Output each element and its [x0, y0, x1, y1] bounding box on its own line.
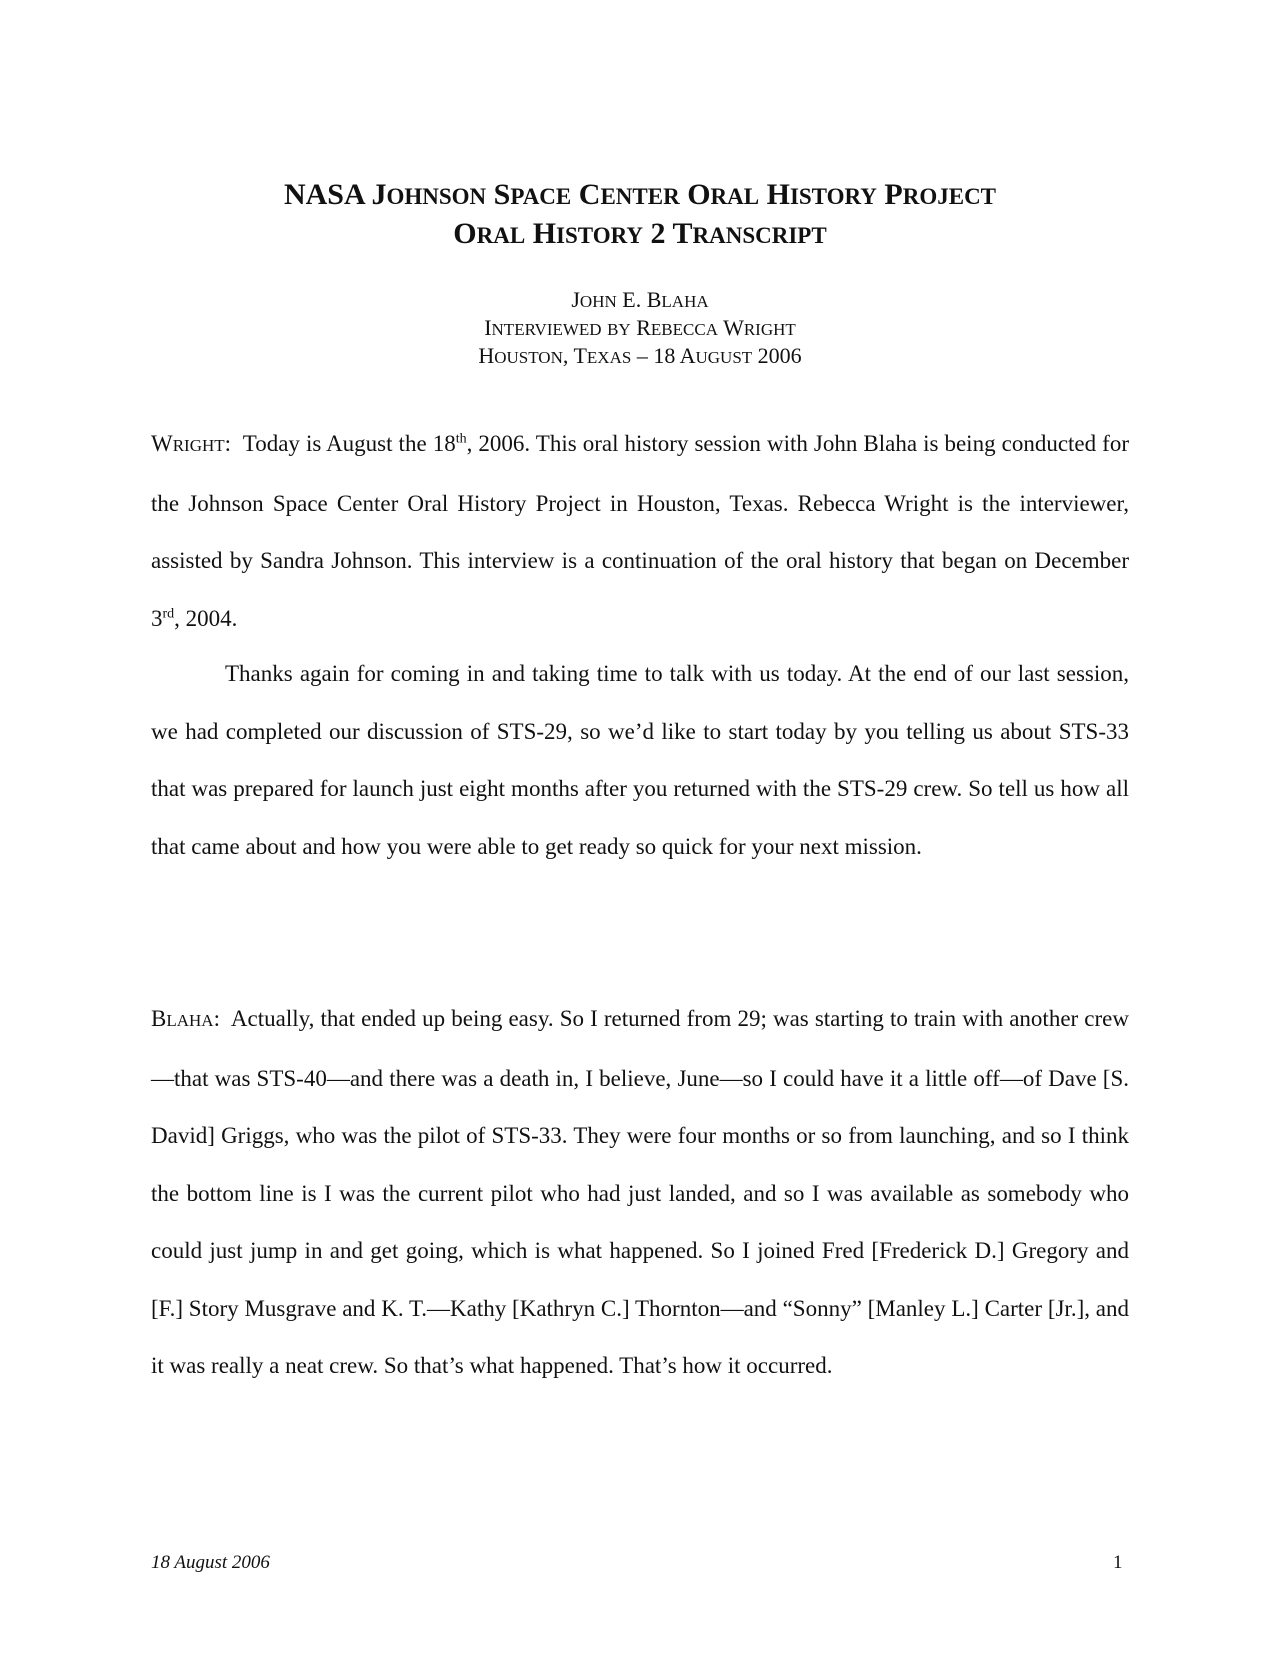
- subtitle-punct: ,: [562, 343, 569, 368]
- paragraph-text: , 2004.: [174, 605, 238, 631]
- speaker-rest: LAHA: [166, 1011, 214, 1030]
- subtitle-word: J: [571, 287, 580, 312]
- location-date-line: [0, 342, 1280, 372]
- subtitle-word: BY: [607, 320, 631, 339]
- subtitle-word: RIGHT: [743, 320, 796, 339]
- interviewer-line: [0, 314, 1280, 344]
- subtitle-word: E.: [622, 287, 642, 312]
- subtitle-word: B: [646, 287, 662, 312]
- title-word: S: [493, 178, 511, 211]
- subtitle-word: H: [478, 343, 495, 368]
- subtitle-word: EBECCA: [650, 320, 718, 339]
- title-word: J: [371, 178, 387, 211]
- document-title-line-2: [0, 215, 1280, 255]
- subtitle-punct: –: [636, 343, 648, 368]
- title-word: ISTORY: [556, 223, 644, 248]
- ordinal-suffix: rd: [162, 605, 175, 621]
- title-word: O: [687, 178, 711, 211]
- title-word: PACE: [510, 184, 572, 209]
- subtitle-word: 2006: [757, 343, 802, 368]
- subtitle-word: NTERVIEWED: [491, 320, 602, 339]
- subtitle-word: UGUST: [695, 348, 753, 367]
- title-word: RAL: [710, 184, 760, 209]
- footer-date: 18 August 2006: [151, 1552, 270, 1573]
- title-word: C: [578, 178, 601, 211]
- title-word: H: [766, 178, 790, 211]
- title-word: ENTER: [600, 184, 680, 209]
- interviewee-name: [0, 286, 1280, 316]
- title-word: T: [672, 217, 693, 250]
- paragraph-blaha-answer: [151, 990, 1129, 1395]
- subtitle-word: R: [636, 315, 651, 340]
- title-word: OHNSON: [386, 184, 487, 209]
- title-word: O: [453, 217, 477, 250]
- speaker-rest: RIGHT: [172, 436, 225, 455]
- subtitle-word: I: [484, 315, 492, 340]
- subtitle-word: OHN: [579, 292, 617, 311]
- title-word: 2: [650, 217, 666, 250]
- paragraph-wright-intro: [151, 415, 1129, 647]
- speaker-label-wright: [151, 431, 231, 456]
- subtitle-word: T: [573, 343, 587, 368]
- page-number: 1: [1113, 1552, 1123, 1573]
- title-word: RAL: [476, 223, 526, 248]
- paragraph-text: Today is August the 18: [242, 431, 456, 456]
- subtitle-word: OUSTON: [494, 348, 563, 367]
- title-word: ISTORY: [789, 184, 877, 209]
- paragraph-text: , 2006. This oral history session with John Blaha is being conducted for the Johnson Space Center Oral History Project in Houston, Texas. Rebecca Wright is the interviewer, assisted by Sandra Johnson. This interview is a continuation of the oral history that began on December 3: [151, 431, 1129, 631]
- subtitle-word: W: [723, 315, 744, 340]
- subtitle-word: EXAS: [586, 348, 632, 367]
- subtitle-word: 18: [653, 343, 676, 368]
- speaker-label-blaha: [151, 1006, 220, 1031]
- title-word: H: [532, 217, 557, 250]
- subtitle-word: LAHA: [661, 292, 709, 311]
- speaker-colon: :: [224, 431, 232, 456]
- ordinal-suffix: th: [455, 431, 467, 447]
- document-title-line-1: [0, 176, 1280, 216]
- paragraph-wright-question: Thanks again for coming in and taking time to talk with us today. At the end of our last session, we had completed our discussion of STS-29, so we’d like to start today by you telling us about STS-33 that was prepared for launch just eight months after you returned with the STS-29 crew. So tell us how all that came about and how you were able to get ready so quick for your next mission.: [151, 661, 1129, 859]
- speaker-colon: :: [213, 1006, 220, 1031]
- title-word: NASA: [283, 178, 364, 211]
- speaker-initial: B: [151, 1006, 167, 1031]
- subtitle-word: A: [679, 343, 696, 368]
- paragraph-text: Actually, that ended up being easy. So I returned from 29; was starting to train with another crew—that was STS-40—and there was a death in, I believe, June—so I could have it a little off—of Dave [S. David] Griggs, who was the pilot of STS-33. They were four months or so from launching, and so I think the bottom line is I was the current pilot who had just landed, and so I was available as somebody who could just jump in and get going, which is what happened. So I joined Fred [Frederick D.] Gregory and [F.] Story Musgrave and K. T.—Kathy [Kathryn C.] Thornton—and “Sonny” [Manley L.] Carter [Jr.], and it was really a neat crew. So that’s what happened. That’s how it occurred.: [151, 1006, 1129, 1378]
- title-word: P: [884, 178, 903, 211]
- title-word: ROJECT: [902, 184, 997, 209]
- speaker-initial: W: [151, 431, 173, 456]
- title-word: RANSCRIPT: [692, 223, 827, 248]
